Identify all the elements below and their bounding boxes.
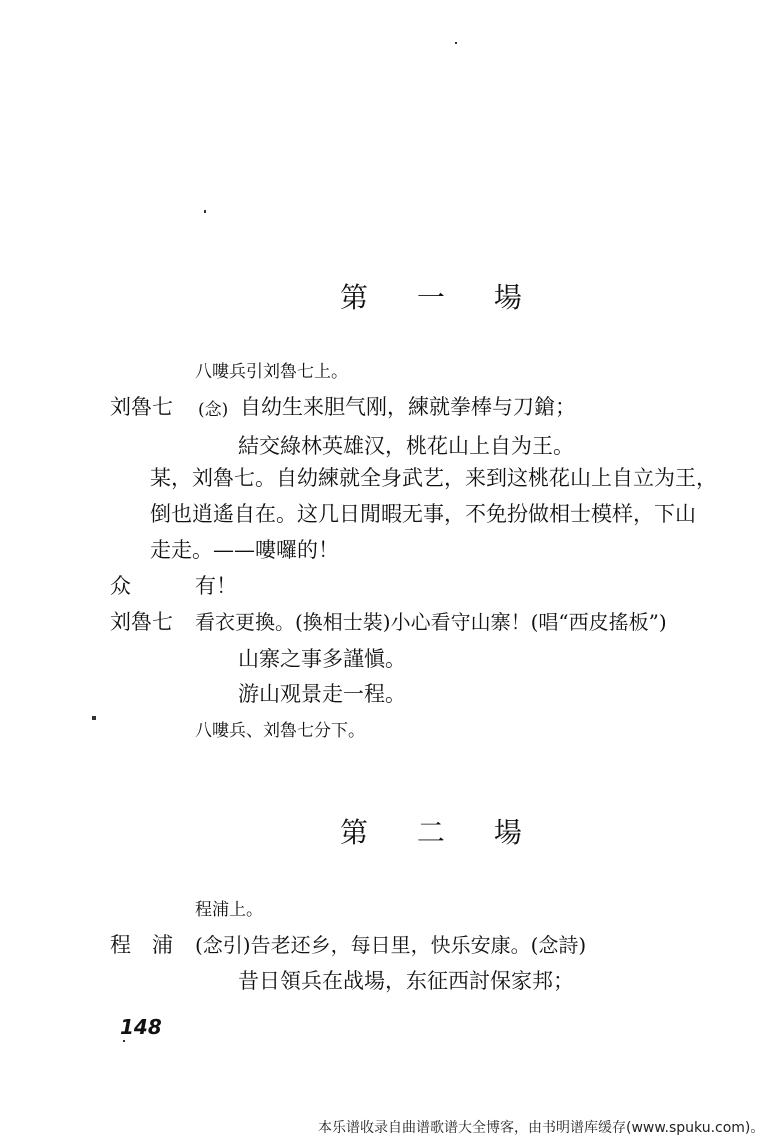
stage-direction-enter: 八嘍兵引刘魯七上。 [195, 362, 348, 382]
verse-line: 昔日領兵在战場，东征西討保家邦； [238, 969, 574, 993]
scan-speck [204, 210, 206, 213]
source-footer: 本乐谱收录自曲谱歌谱大全博客，由书明谱库缓存(www.spuku.com)。 [318, 1120, 765, 1136]
speech-line: 看衣更換。(換相士裝)小心看守山寨！(唱“西皮搖板”) [195, 610, 667, 634]
scan-speck [123, 1040, 125, 1042]
verse-line: 結交綠林英雄汉，桃花山上自为王。 [238, 434, 574, 458]
scan-speck [455, 42, 457, 44]
speech-line: (念引)告老还乡，每日里，快乐安康。(念詩) [195, 933, 587, 957]
verse-line: 自幼生来胆气刚，練就拳棒与刀鎗； [240, 395, 576, 419]
scene-title-char: 第 [340, 281, 371, 314]
prose-line: 走走。——嘍囉的！ [150, 538, 339, 562]
role-name: 程 浦 [110, 933, 173, 957]
stage-direction-exit: 八嘍兵、刘魯七分下。 [195, 721, 365, 741]
scene-title-char: 場 [493, 281, 524, 314]
page-number: 148 [120, 1015, 162, 1039]
scene-title-char: 第 [340, 816, 371, 849]
role-name: 刘魯七 [110, 395, 173, 419]
scan-speck [92, 716, 96, 720]
scene-title-char: 場 [493, 816, 524, 849]
scene-2-title [340, 811, 524, 851]
stage-note: (念) [198, 400, 229, 420]
scene-title-char: 二 [416, 816, 447, 849]
verse-line: 山寨之事多謹愼。 [238, 647, 406, 671]
verse-line: 游山观景走一程。 [238, 682, 406, 706]
prose-line: 某，刘魯七。自幼練就全身武艺，来到这桃花山上自立为王， [150, 466, 717, 490]
role-name: 众 [110, 574, 131, 598]
scene-1-title [340, 276, 524, 316]
role-name: 刘魯七 [110, 610, 173, 634]
scene-title-char: 一 [416, 281, 447, 314]
prose-line: 倒也逍遙自在。这几日閒暇无事，不免扮做相士模样，下山 [150, 502, 696, 526]
speech-line: 有！ [195, 574, 237, 598]
stage-direction-enter: 程浦上。 [195, 900, 263, 920]
